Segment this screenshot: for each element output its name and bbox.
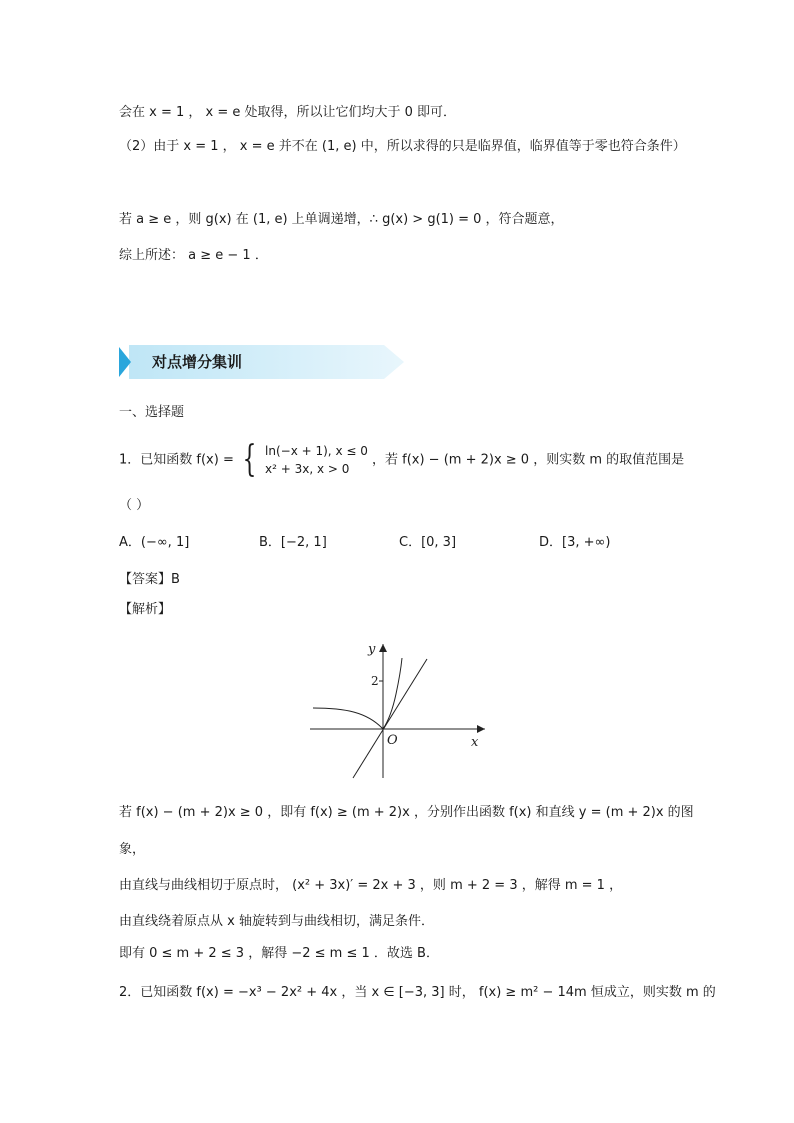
option-a: A．(−∞, 1] bbox=[119, 535, 190, 550]
solution-line: 即有 0 ≤ m + 2 ≤ 3 ，解得 −2 ≤ m ≤ 1 ．故选 B． bbox=[119, 946, 439, 961]
text-line: （2）由于 x = 1 ， x = e 并不在 (1, e) 中，所以求得的只是临界值，临界值等于零也符合条件） bbox=[119, 139, 686, 154]
curve-quadratic bbox=[383, 658, 402, 729]
piece-2: x² + 3x, x > 0 bbox=[265, 462, 350, 476]
section-title: 对点增分集训 bbox=[152, 353, 243, 371]
x-label: x bbox=[471, 735, 479, 750]
tick-label: 2 bbox=[371, 674, 379, 688]
solution-line: 由直线绕着原点从 x 轴旋转到与曲线相切，满足条件． bbox=[119, 914, 434, 929]
text-line: 会在 x = 1 ， x = e 处取得，所以让它们均大于 0 即可． bbox=[119, 105, 457, 120]
question-2: 2．已知函数 f(x) = −x³ − 2x² + 4x ，当 x ∈ [−3, 3] 时， f(x) ≥ m² − 14m 恒成立，则实数 m 的 bbox=[119, 985, 716, 1000]
option-c: C．[0, 3] bbox=[399, 535, 457, 550]
option-d: D．[3, +∞) bbox=[539, 535, 611, 550]
solution-line: 若 f(x) − (m + 2)x ≥ 0 ，即有 f(x) ≥ (m + 2)x ，分别作出函数 f(x) 和直线 y = (m + 2)x 的图 bbox=[119, 805, 694, 820]
piece-1: ln(−x + 1), x ≤ 0 bbox=[265, 444, 368, 458]
section-heading: 一、选择题 bbox=[119, 405, 185, 420]
option-b: B．[−2, 1] bbox=[259, 535, 327, 550]
text-line: 综上所述： a ≥ e − 1 ． bbox=[119, 248, 268, 263]
solution-line: 由直线与曲线相切于原点时， (x² + 3x)′ = 2x + 3 ，则 m + 2 = 3 ，解得 m = 1 ， bbox=[119, 878, 623, 893]
origin-label: O bbox=[387, 733, 398, 748]
analysis-label: 【解析】 bbox=[119, 602, 172, 617]
answer: 【答案】B bbox=[119, 572, 180, 587]
answer-paren: （ ） bbox=[119, 498, 150, 513]
q1-suffix: ，若 f(x) − (m + 2)x ≥ 0 ，则实数 m 的取值范围是 bbox=[372, 452, 685, 468]
piecewise bbox=[265, 442, 368, 478]
text-line: 若 a ≥ e ，则 g(x) 在 (1, e) 上单调递增，∴ g(x) > g(1) = 0 ，符合题意， bbox=[119, 212, 564, 227]
function-graph bbox=[305, 638, 490, 780]
tangent-line bbox=[353, 659, 427, 778]
x-axis-arrow bbox=[477, 725, 485, 733]
solution-line: 象， bbox=[119, 842, 146, 857]
question-1 bbox=[119, 440, 684, 481]
q1-prefix: 1．已知函数 f(x) = bbox=[119, 452, 234, 468]
y-axis-arrow bbox=[379, 644, 387, 652]
curve-ln bbox=[313, 708, 383, 729]
brace: { bbox=[242, 439, 257, 480]
y-label: y bbox=[368, 642, 376, 657]
